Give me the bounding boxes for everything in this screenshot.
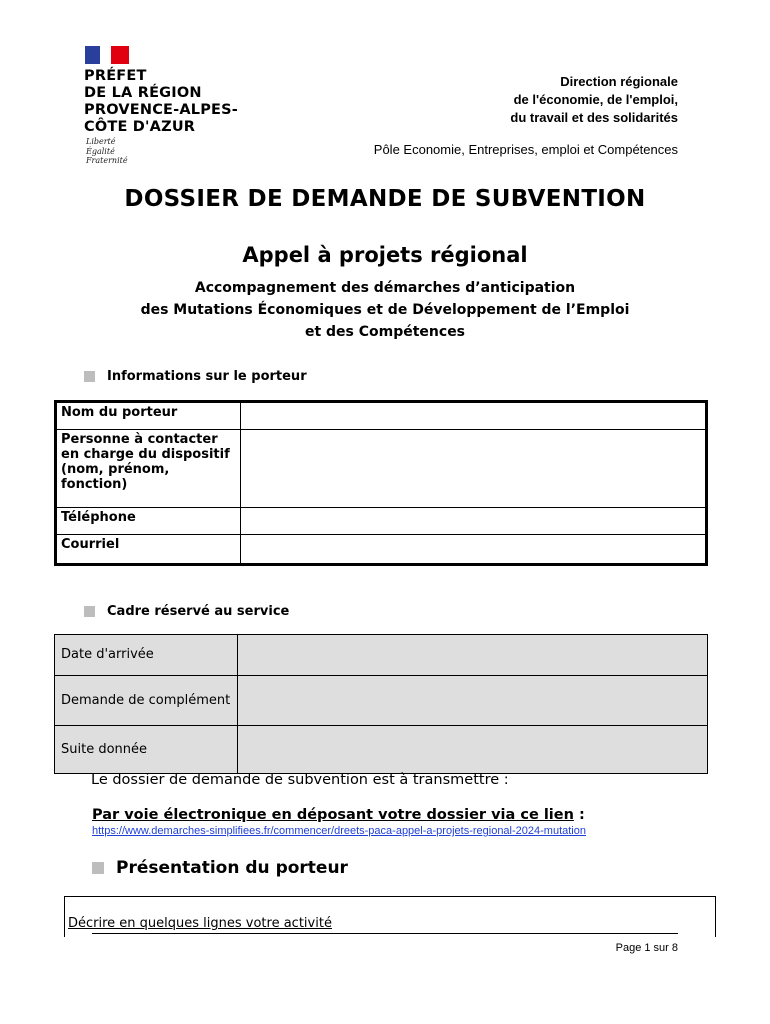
porteur-name-field[interactable] (241, 402, 707, 430)
service-reserved-table (54, 634, 708, 774)
porteur-info-table (54, 400, 708, 566)
subtitle-line: et des Compétences (304, 324, 466, 340)
submission-link[interactable]: https://www.demarches-simplifiees.fr/commencer/dreets-paca-appel-a-projets-regional-2024-mutation (92, 825, 586, 837)
document-subtitle: Appel à projets régional (242, 243, 528, 267)
row-label: Date d'arrivée (55, 635, 238, 676)
contact-person-field[interactable] (241, 430, 707, 508)
row-label: Suite donnée (55, 726, 238, 774)
pole-text: Pôle Economie, Entreprises, emploi et Compétences (373, 142, 678, 157)
activity-description-label: Décrire en quelques lignes votre activité (68, 916, 332, 931)
electronic-submission-heading (92, 807, 585, 823)
document-title: DOSSIER DE DEMANDE DE SUBVENTION (124, 186, 646, 212)
footer-divider (92, 933, 678, 934)
square-bullet-icon (84, 371, 95, 382)
table-row (55, 676, 708, 726)
table-row (55, 726, 708, 774)
section-heading-service (84, 604, 289, 619)
motto-line: Liberté (86, 137, 116, 146)
section-label: Cadre réservé au service (107, 604, 290, 619)
square-bullet-icon (92, 862, 104, 874)
row-label: Demande de complément (55, 676, 238, 726)
page-number: Page 1 sur 8 (615, 942, 678, 954)
logo-line: PRÉFET (84, 68, 147, 84)
motto-line: Égalité (86, 146, 115, 156)
transmit-instructions: Le dossier de demande de subvention est à transmettre : (91, 772, 509, 788)
table-row (56, 430, 707, 508)
follow-up-field[interactable] (238, 726, 708, 774)
logo-line: CÔTE D'AZUR (84, 119, 196, 135)
table-row (56, 508, 707, 535)
email-field[interactable] (241, 535, 707, 565)
voie-colon: : (573, 807, 585, 823)
motto-line: Fraternité (86, 156, 128, 165)
direction-line: Direction régionale (560, 74, 678, 89)
table-row (56, 535, 707, 565)
prefecture-logo-text (84, 68, 238, 136)
section-label: Présentation du porteur (116, 858, 348, 878)
direction-line: de l'économie, de l'emploi, (513, 92, 678, 107)
row-label: Personne à contacter en charge du dispositif (nom, prénom, fonction) (56, 430, 241, 508)
phone-field[interactable] (241, 508, 707, 535)
row-label: Téléphone (56, 508, 241, 535)
subtitle-line: Accompagnement des démarches d’anticipation (194, 280, 576, 296)
logo-line: PROVENCE-ALPES- (84, 102, 239, 118)
direction-line: du travail et des solidarités (510, 110, 678, 125)
direction-header (510, 73, 678, 127)
table-row (56, 402, 707, 430)
row-label: Nom du porteur (56, 402, 241, 430)
voie-text: Par voie électronique en déposant votre dossier via ce lien (92, 807, 574, 823)
table-row (55, 635, 708, 676)
subtitle-lines (0, 277, 770, 343)
square-bullet-icon (84, 606, 95, 617)
section-heading-porteur (84, 369, 307, 384)
section-label: Informations sur le porteur (107, 369, 307, 384)
complement-request-field[interactable] (238, 676, 708, 726)
section-heading-presentation (92, 858, 348, 878)
subtitle-line: des Mutations Économiques et de Développement de l’Emploi (140, 302, 630, 318)
logo-line: DE LA RÉGION (84, 85, 202, 101)
arrival-date-field[interactable] (238, 635, 708, 676)
row-label: Courriel (56, 535, 241, 565)
republic-flag-logo (85, 46, 129, 64)
motto (86, 137, 128, 166)
